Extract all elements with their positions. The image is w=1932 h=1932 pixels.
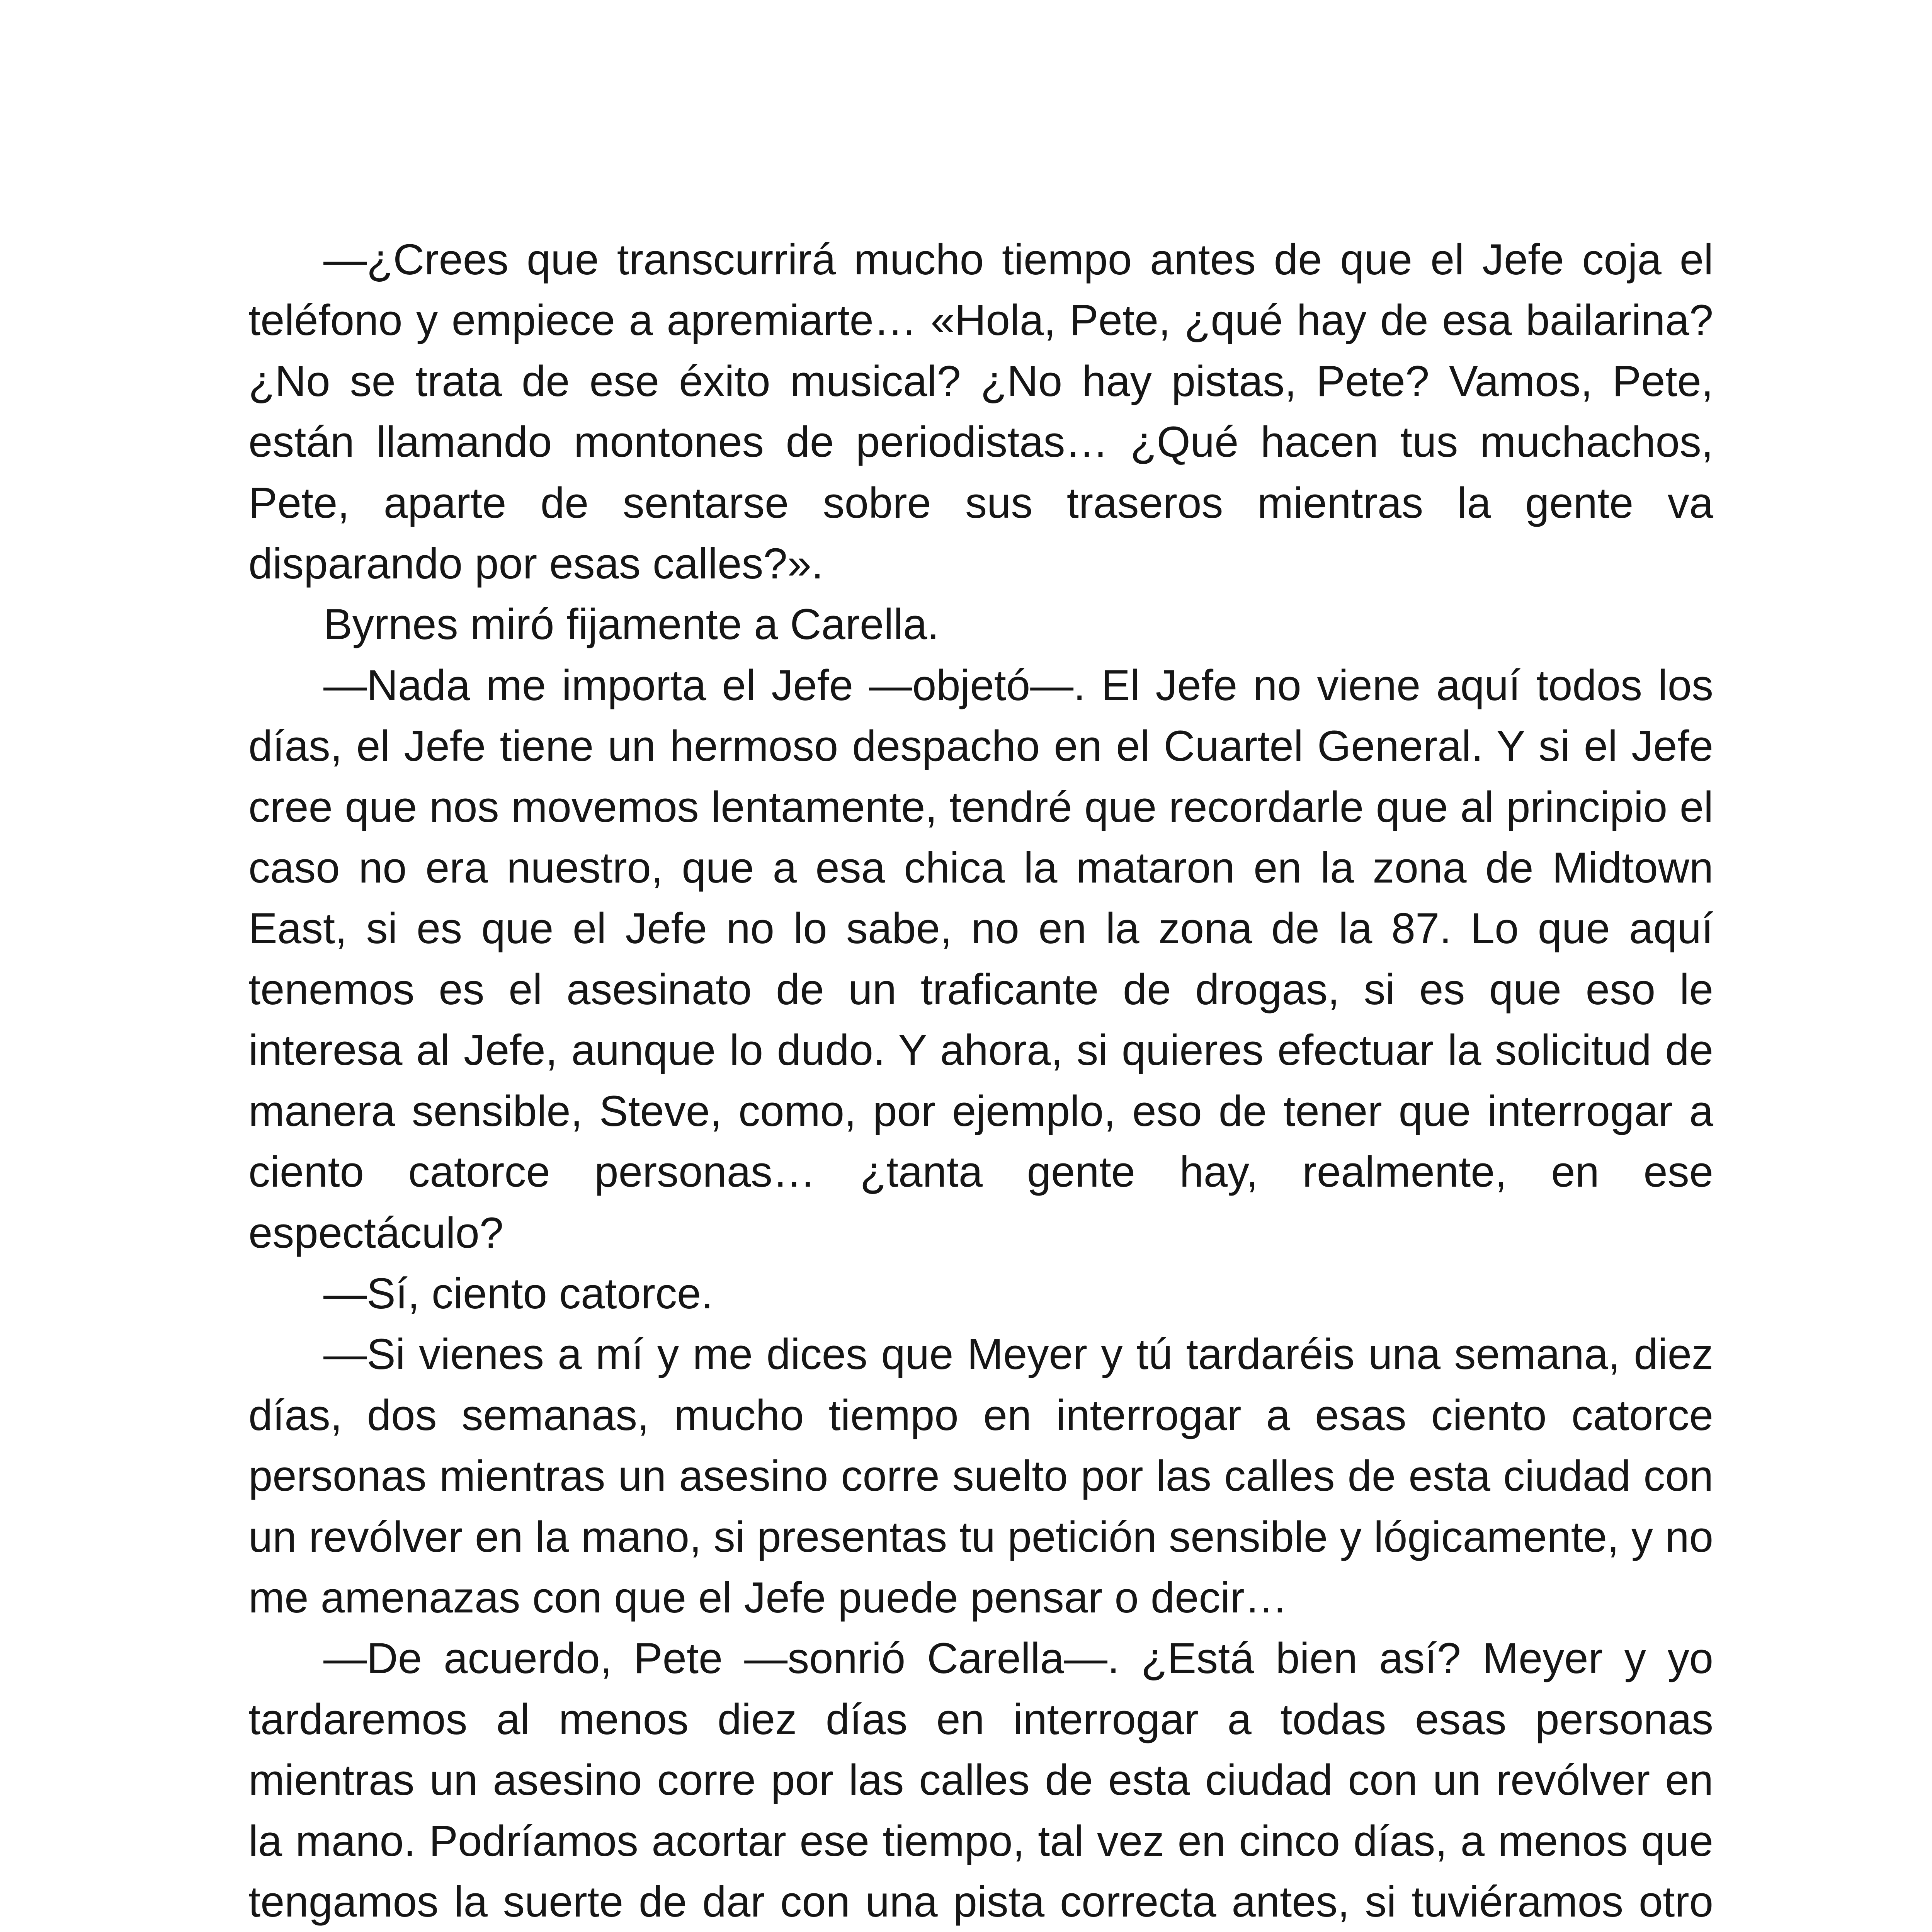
paragraph-4: —Sí, ciento catorce. (323, 1269, 713, 1318)
body-text (248, 229, 1713, 1932)
paragraph-6: —De acuerdo, Pete —sonrió Carella—. ¿Está bien así? Meyer y yo tardaremos al menos diez días en interrogar a todas esas personas mientras un asesino corre por las calles de esta ciudad con un revólver en la mano. Podríamos acortar ese tiempo, tal vez en cinco días, a menos que tengamos la suerte de dar con una pista correcta antes, si tuviéramos otro (248, 1634, 1713, 1926)
paragraph-5: —Si vienes a mí y me dices que Meyer y tú tardaréis una semana, diez días, dos semanas, mucho tiempo en interrogar a esas ciento catorce personas mientras un asesino corre suelto por las calles de esta ciudad con un revólver en la mano, si presentas tu petición sensible y lógicamente, y no me amenazas con que el Jefe puede pensar o decir… (248, 1330, 1713, 1622)
paragraph-1: —¿Crees que transcurrirá mucho tiempo antes de que el Jefe coja el teléfono y empiece a apremiarte… «Hola, Pete, ¿qué hay de esa bailarina? ¿No se trata de ese éxito musical? ¿No hay pistas, Pete? Vamos, Pete, están llamando montones de periodistas… ¿Qué hacen tus muchachos, Pete, aparte de sentarse sobre sus traseros mientras la gente va disparando por esas calles?». (248, 235, 1713, 588)
paragraph-2: Byrnes miró fijamente a Carella. (323, 600, 939, 649)
paragraph-3: —Nada me importa el Jefe —objetó—. El Jefe no viene aquí todos los días, el Jefe tiene un hermoso despacho en el Cuartel General. Y si el Jefe cree que nos movemos lentamente, tendré que recordarle que al principio el caso no era nuestro, que a esa chica la mataron en la zona de Midtown East, si es que el Jefe no lo sabe, no en la zona de la 87. Lo que aquí tenemos es el asesinato de un traficante de drogas, si es que eso le interesa al Jefe, aunque lo dudo. Y ahora, si quieres efectuar la solicitud de manera sensible, Steve, como, por ejemplo, eso de tener que interrogar a ciento catorce personas… ¿tanta gente hay, realmente, en ese espectáculo? (248, 661, 1713, 1257)
